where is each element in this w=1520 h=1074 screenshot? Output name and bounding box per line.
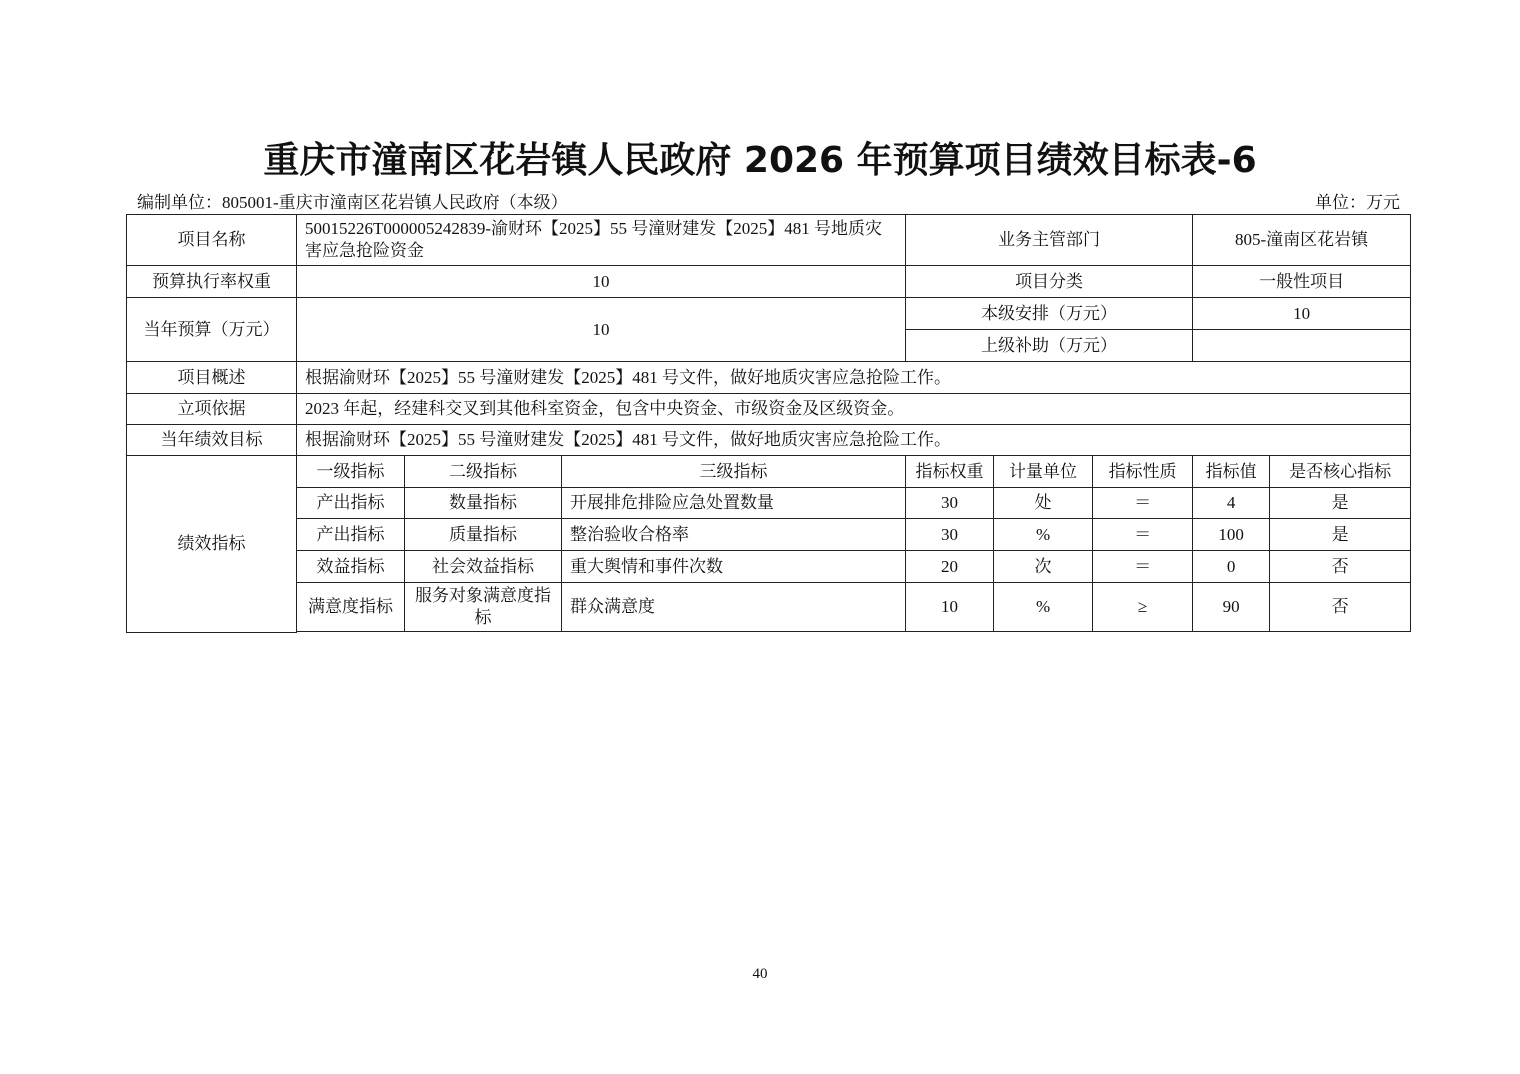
document-title: 重庆市潼南区花岩镇人民政府 2026 年预算项目绩效目标表-6	[263, 140, 1257, 181]
goal-value: 根据渝财环【2025】55 号潼财建发【2025】481 号文件，做好地质灾害应急抢险工作。	[297, 425, 1411, 456]
indicator-value: 90	[1193, 583, 1270, 632]
indicator-nature: ＝	[1093, 488, 1193, 519]
table-row	[127, 266, 1411, 298]
basis-value: 2023 年起，经建科交叉到其他科室资金，包含中央资金、市级资金及区级资金。	[297, 394, 1411, 425]
exec-weight-label: 预算执行率权重	[127, 266, 297, 298]
indicator-level1: 满意度指标	[297, 583, 405, 632]
indicator-level2: 数量指标	[405, 488, 562, 519]
table-row	[127, 394, 1411, 425]
local-label: 本级安排（万元）	[906, 298, 1193, 330]
project-name-value: 50015226T000005242839-渝财环【2025】55 号潼财建发【2025】481 号地质灾害应急抢险资金	[297, 215, 906, 266]
table-row	[127, 215, 1411, 266]
indicator-weight: 30	[906, 488, 994, 519]
indicator-nature: ＝	[1093, 551, 1193, 583]
category-value: 一般性项目	[1193, 266, 1411, 298]
indicator-level2: 社会效益指标	[405, 551, 562, 583]
budget-label: 当年预算（万元）	[127, 298, 297, 362]
goal-label: 当年绩效目标	[127, 425, 297, 456]
indicator-level3: 群众满意度	[562, 583, 906, 632]
page-number: 40	[752, 966, 768, 982]
budget-value: 10	[297, 298, 906, 362]
indicator-value: 4	[1193, 488, 1270, 519]
perf-label: 绩效指标	[127, 456, 297, 633]
indicator-row	[127, 488, 1411, 519]
header-level3: 三级指标	[562, 456, 906, 488]
header-value: 指标值	[1193, 456, 1270, 488]
indicator-unit: %	[994, 519, 1093, 551]
indicator-row	[127, 551, 1411, 583]
indicator-row	[127, 519, 1411, 551]
upper-value	[1193, 330, 1411, 362]
indicator-row	[127, 583, 1411, 632]
exec-weight-value: 10	[297, 266, 906, 298]
indicator-weight: 20	[906, 551, 994, 583]
indicator-level3: 开展排危排险应急处置数量	[562, 488, 906, 519]
performance-table	[126, 214, 1411, 633]
indicator-value: 0	[1193, 551, 1270, 583]
indicator-core: 否	[1270, 551, 1411, 583]
header-level2: 二级指标	[405, 456, 562, 488]
indicator-core: 是	[1270, 488, 1411, 519]
indicator-unit: 次	[994, 551, 1093, 583]
basis-label: 立项依据	[127, 394, 297, 425]
indicator-level1: 产出指标	[297, 519, 405, 551]
indicator-core: 否	[1270, 583, 1411, 632]
dept-value: 805-潼南区花岩镇	[1193, 215, 1411, 266]
indicator-header-row	[127, 456, 1411, 488]
local-value: 10	[1193, 298, 1411, 330]
indicator-value: 100	[1193, 519, 1270, 551]
indicator-unit: 处	[994, 488, 1093, 519]
indicator-level3: 整治验收合格率	[562, 519, 906, 551]
indicator-unit: %	[994, 583, 1093, 632]
header-core: 是否核心指标	[1270, 456, 1411, 488]
overview-value: 根据渝财环【2025】55 号潼财建发【2025】481 号文件，做好地质灾害应急抢险工作。	[297, 362, 1411, 394]
indicator-level2: 质量指标	[405, 519, 562, 551]
project-name-label: 项目名称	[127, 215, 297, 266]
indicator-weight: 30	[906, 519, 994, 551]
table-row	[127, 362, 1411, 394]
category-label: 项目分类	[906, 266, 1193, 298]
indicator-core: 是	[1270, 519, 1411, 551]
table-row	[127, 425, 1411, 456]
org-unit: 编制单位：805001-重庆市潼南区花岩镇人民政府（本级）	[137, 193, 568, 212]
upper-label: 上级补助（万元）	[906, 330, 1193, 362]
header-weight: 指标权重	[906, 456, 994, 488]
indicator-level2: 服务对象满意度指标	[405, 583, 562, 632]
indicator-nature: ≥	[1093, 583, 1193, 632]
overview-label: 项目概述	[127, 362, 297, 394]
indicator-nature: ＝	[1093, 519, 1193, 551]
header-unit: 计量单位	[994, 456, 1093, 488]
header-level1: 一级指标	[297, 456, 405, 488]
indicator-level1: 效益指标	[297, 551, 405, 583]
indicator-weight: 10	[906, 583, 994, 632]
currency-unit: 单位：万元	[1315, 193, 1400, 212]
header-nature: 指标性质	[1093, 456, 1193, 488]
dept-label: 业务主管部门	[906, 215, 1193, 266]
indicator-level1: 产出指标	[297, 488, 405, 519]
indicator-level3: 重大舆情和事件次数	[562, 551, 906, 583]
table-row	[127, 298, 1411, 330]
